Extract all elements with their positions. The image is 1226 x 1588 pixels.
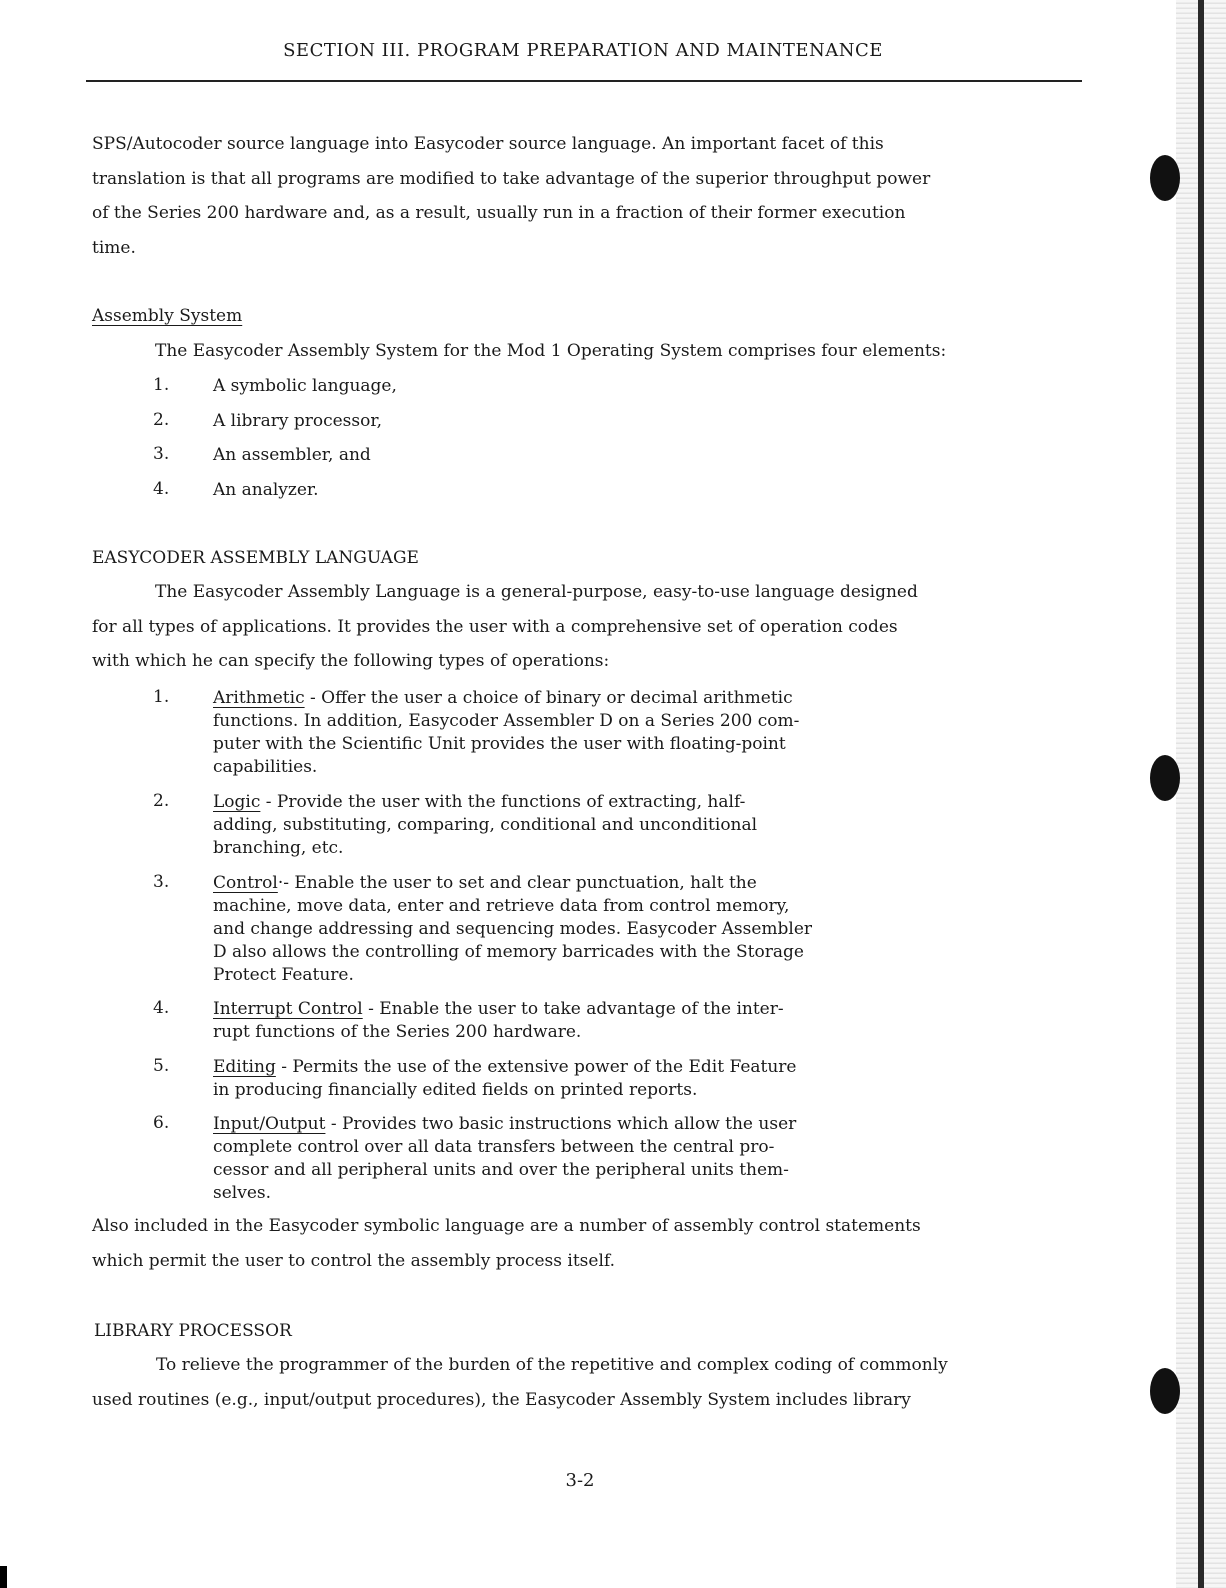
text-line: SPS/Autocoder source language into Easycoder source language. An important facet of this (92, 134, 884, 154)
op-text: - Enable the user to take advantage of the inter- (362, 999, 784, 1019)
op-line: Protect Feature. (213, 965, 354, 985)
list-number: 2. (153, 410, 170, 430)
op-text: - Provide the user with the functions of extracting, half- (260, 792, 746, 812)
op-line: functions. In addition, Easycoder Assembler D on a Series 200 com- (213, 711, 800, 731)
list-item: An assembler, and (213, 445, 371, 465)
scan-mark (0, 1566, 7, 1588)
library-heading: LIBRARY PROCESSOR (94, 1321, 292, 1341)
text-line: with which he can specify the following types of operations: (92, 651, 610, 671)
op-item (213, 872, 812, 987)
text-line: which permit the user to control the assembly process itself. (92, 1250, 615, 1271)
op-term: Editing (213, 1057, 276, 1077)
list-item: A library processor, (213, 411, 383, 431)
text-line: The Easycoder Assembly Language is a general-purpose, easy-to-use language designed (155, 582, 918, 602)
list-item: An analyzer. (213, 480, 319, 500)
op-item (213, 1056, 796, 1102)
op-term: Input/Output (213, 1114, 326, 1134)
text-line: translation is that all programs are modified to take advantage of the superior throughput power (92, 168, 931, 189)
list-number: 3. (153, 444, 170, 464)
list-number: 4. (153, 479, 170, 499)
language-intro (92, 575, 918, 679)
language-closing (92, 1209, 921, 1278)
text-line: To relieve the programmer of the burden of the repetitive and complex coding of commonly (156, 1355, 948, 1375)
binding-spine (1198, 0, 1204, 1588)
text-line: Also included in the Easycoder symbolic language are a number of assembly control statements (92, 1216, 921, 1236)
op-number: 6. (153, 1113, 170, 1133)
op-item (213, 998, 784, 1044)
text-line: of the Series 200 hardware and, as a result, usually run in a fraction of their former execution (92, 203, 906, 223)
op-line: machine, move data, enter and retrieve data from control memory, (213, 896, 790, 916)
op-line: capabilities. (213, 757, 318, 777)
op-line: adding, substituting, comparing, conditional and unconditional (213, 815, 758, 835)
library-paragraph (92, 1348, 948, 1417)
language-heading: EASYCODER ASSEMBLY LANGUAGE (92, 548, 419, 568)
op-line: branching, etc. (213, 838, 344, 858)
op-text: - Permits the use of the extensive power of the Edit Feature (275, 1057, 797, 1077)
page-header: SECTION III. PROGRAM PREPARATION AND MAINTENANCE (283, 40, 883, 61)
text-line: for all types of applications. It provides the user with a comprehensive set of operation codes (92, 616, 898, 637)
assembly-system-heading: Assembly System (92, 306, 243, 326)
op-text: - Offer the user a choice of binary or decimal arithmetic (304, 688, 793, 708)
op-text: ·- Enable the user to set and clear punctuation, halt the (277, 873, 757, 893)
intro-paragraph (92, 127, 930, 265)
op-term: Interrupt Control (213, 999, 363, 1019)
op-number: 4. (153, 998, 170, 1018)
assembly-system-intro: The Easycoder Assembly System for the Mod 1 Operating System comprises four elements: (155, 341, 947, 361)
op-number: 3. (153, 872, 170, 892)
text-line: time. (92, 237, 136, 258)
op-line: puter with the Scientific Unit provides the user with floating-point (213, 734, 786, 754)
header-rule (86, 80, 1082, 82)
op-line: complete control over all data transfers between the central pro- (213, 1137, 775, 1157)
op-term: Arithmetic (213, 688, 305, 708)
op-term: Logic (213, 792, 261, 812)
list-item: A symbolic language, (213, 376, 397, 396)
op-item (213, 791, 757, 860)
op-number: 2. (153, 791, 170, 811)
op-text: - Provides two basic instructions which allow the user (325, 1114, 797, 1134)
op-line: rupt functions of the Series 200 hardware. (213, 1022, 582, 1042)
list-number: 1. (153, 375, 170, 395)
punch-hole (1150, 155, 1180, 201)
page-number: 3-2 (565, 1470, 595, 1491)
text-line: used routines (e.g., input/output procedures), the Easycoder Assembly System includes library (92, 1389, 911, 1410)
op-number: 5. (153, 1056, 170, 1076)
op-item (213, 687, 799, 779)
op-line: D also allows the controlling of memory barricades with the Storage (213, 942, 804, 962)
op-line: selves. (213, 1183, 272, 1203)
punch-hole (1150, 755, 1180, 801)
op-line: and change addressing and sequencing modes. Easycoder Assembler (213, 919, 813, 939)
op-line: cessor and all peripheral units and over the peripheral units them- (213, 1160, 789, 1180)
punch-hole (1150, 1368, 1180, 1414)
op-number: 1. (153, 687, 170, 707)
op-line: in producing financially edited fields on printed reports. (213, 1080, 698, 1100)
op-term: Control (213, 873, 278, 893)
op-item (213, 1113, 796, 1205)
